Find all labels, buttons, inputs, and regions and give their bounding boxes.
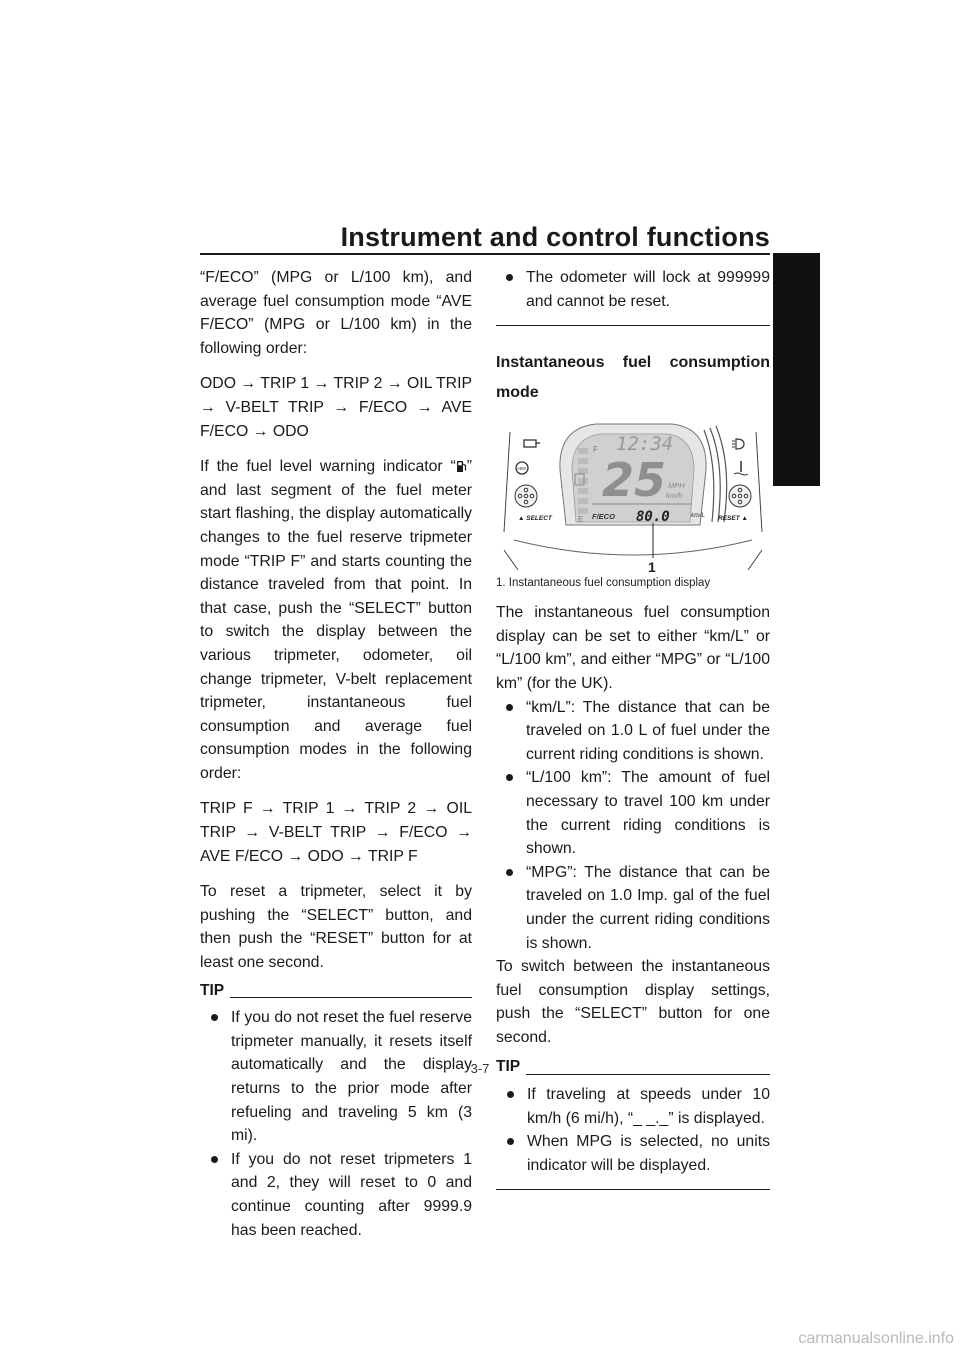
tip-item: If traveling at speeds under 10 km/h (6 mi/h), “_ _._” is displayed. (496, 1083, 770, 1130)
svg-text:ABS: ABS (517, 466, 527, 472)
page-number: 3-7 (470, 1061, 490, 1076)
coolant-temperature-icon (734, 461, 748, 475)
tip-item: When MPG is selected, no units indicator will be displayed. (496, 1130, 770, 1177)
mode-order-sequence: ODO → TRIP 1 → TRIP 2 → OIL TRIP → V-BELT TRIP → F/ECO → AVE F/ECO → ODO (200, 375, 472, 440)
tip-item: If you do not reset tripmeters 1 and 2, they will reset to 0 and continue counting after 9999.9 has been reached. (200, 1148, 472, 1242)
paragraph: “F/ECO” (MPG or L/100 km), and average fuel consumption mode “AVE F/ECO” (MPG or L/100 km) in the following order: (200, 269, 472, 357)
section-heading: Instantaneous fuel consumption (496, 354, 770, 372)
fuel-consumption-value: 80.0 (636, 509, 670, 526)
list-item: “MPG”: The distance that can be traveled on 1.0 Imp. gal of the fuel under the current riding conditions is shown. (496, 861, 770, 955)
header-rule (200, 253, 770, 255)
paragraph: To reset a tripmeter, select it by pushing the “SELECT” button, and then push the “RESET” button for at least one second. (200, 883, 472, 972)
tip-label: TIP (496, 1058, 521, 1076)
tip-end-rule (496, 1189, 770, 1190)
engine-warning-icon (524, 440, 540, 447)
tip-label: TIP (200, 981, 225, 999)
speed-unit-mph: MPH (668, 481, 685, 491)
paragraph (200, 455, 472, 785)
chapter-tab-number: 3 (791, 620, 802, 639)
right-column (496, 266, 770, 1190)
speed-unit-kmh: km/h (666, 491, 683, 501)
list-item: The odometer will lock at 999999 and cannot be reset. (496, 266, 770, 313)
headlight-indicator-icon (732, 439, 744, 449)
callout-number: 1 (648, 559, 656, 575)
list-item: “km/L”: The distance that can be traveled on 1.0 L of fuel under the current riding conditions is shown. (496, 696, 770, 767)
abs-indicator-icon (516, 462, 528, 474)
select-button-label: ▲ SELECT (518, 515, 552, 523)
tip-end-rule (496, 325, 770, 326)
list-item: “L/100 km”: The amount of fuel necessary to travel 100 km under the current riding conditions is shown. (496, 766, 770, 860)
paragraph: The instantaneous fuel consumption display can be set to either “km/L” or “L/100 km”, and either “MPG” or “L/100 km” (for the UK). (496, 604, 770, 692)
reset-button-label: RESET ▲ (718, 515, 748, 523)
fuel-full-label: F (593, 445, 598, 455)
section-heading-continued: mode (496, 384, 539, 402)
mode-order-sequence: TRIP F → TRIP 1 → TRIP 2 → OIL TRIP → V-BELT TRIP → F/ECO → AVE F/ECO → ODO → TRIP F (200, 800, 472, 865)
reset-button-icon (729, 485, 751, 507)
watermark: carmanualsonline.info (798, 1330, 954, 1347)
fuel-consumption-unit: km/L (691, 512, 706, 520)
page-title: Instrument and control functions (340, 222, 770, 252)
paragraph-text: If the fuel level warning indicator “ (200, 458, 456, 476)
left-column (200, 266, 472, 1242)
figure-caption: 1. Instantaneous fuel consumption display (496, 577, 711, 590)
paragraph-text: ” and last segment of the fuel meter start flashing, the display automatically changes to the fuel reserve tripmeter mode “TRIP F” and starts counting the distance traveled from that point. In that case, push the “SELECT” button to switch the display between the various tripmeter, odometer, oil change tripmeter, V-belt replacement tripmeter, instantaneous fuel consumption and average fuel consumption modes in the following order: (200, 458, 472, 782)
tip-header (200, 979, 472, 1003)
speed-display: 25 (602, 453, 667, 508)
clock-display: 12:34 (616, 433, 674, 456)
fuel-economy-mode-label: F/ECO (592, 512, 615, 522)
fuel-pump-icon (456, 460, 467, 473)
tip-item: If you do not reset the fuel reserve tripmeter manually, it resets itself automatically and the display returns to the prior mode after refueling and traveling 5 km (3 mi). (200, 1006, 472, 1148)
paragraph: To switch between the instantaneous fuel consumption display settings, push the “SELECT” button for one second. (496, 958, 770, 1046)
chapter-tab (773, 253, 820, 639)
fuel-empty-label: E (578, 515, 584, 525)
tip-rule (230, 997, 472, 998)
instrument-panel-figure (496, 410, 770, 574)
select-button-icon (515, 485, 537, 507)
